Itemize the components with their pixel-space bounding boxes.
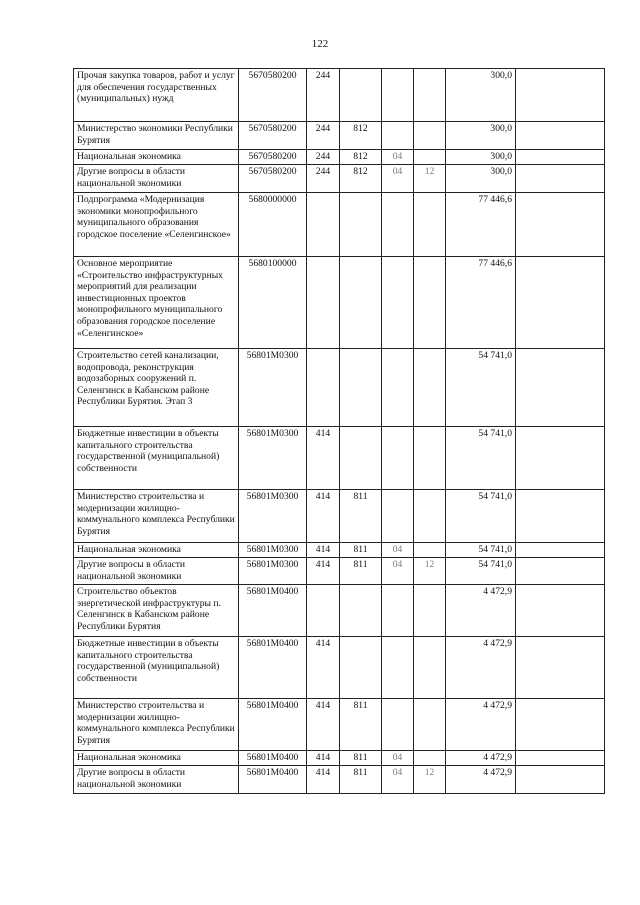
target-code-cell: 56801M0300	[239, 427, 307, 490]
subsection-cell	[414, 637, 446, 699]
expense-type-cell: 244	[307, 69, 340, 122]
target-code-cell: 5680000000	[239, 193, 307, 257]
empty-cell	[516, 543, 605, 558]
table-row	[74, 69, 605, 122]
ministry-code-cell	[340, 349, 382, 427]
subsection-cell	[414, 751, 446, 766]
ministry-code-cell	[340, 69, 382, 122]
section-cell: 04	[382, 766, 414, 794]
ministry-code-cell: 811	[340, 490, 382, 543]
target-code-cell: 5670580200	[239, 165, 307, 193]
target-code-cell: 5670580200	[239, 69, 307, 122]
amount-cell: 4 472,9	[446, 751, 516, 766]
ministry-code-cell	[340, 257, 382, 349]
amount-cell: 54 741,0	[446, 490, 516, 543]
target-code-cell: 56801M0400	[239, 766, 307, 794]
section-cell	[382, 637, 414, 699]
amount-cell: 4 472,9	[446, 699, 516, 751]
expense-type-cell: 244	[307, 165, 340, 193]
expense-type-cell: 244	[307, 122, 340, 150]
subsection-cell	[414, 699, 446, 751]
table-body	[74, 69, 605, 794]
expense-type-cell	[307, 585, 340, 637]
subsection-cell: 12	[414, 165, 446, 193]
subsection-cell: 12	[414, 766, 446, 794]
target-code-cell: 56801M0300	[239, 543, 307, 558]
amount-cell: 54 741,0	[446, 558, 516, 585]
section-cell	[382, 490, 414, 543]
section-cell	[382, 699, 414, 751]
target-code-cell: 5680100000	[239, 257, 307, 349]
amount-cell: 4 472,9	[446, 637, 516, 699]
expense-type-cell: 414	[307, 751, 340, 766]
section-cell: 04	[382, 165, 414, 193]
expense-type-cell: 414	[307, 766, 340, 794]
expense-type-cell	[307, 349, 340, 427]
section-cell: 04	[382, 543, 414, 558]
empty-cell	[516, 150, 605, 165]
target-code-cell: 56801M0400	[239, 751, 307, 766]
ministry-code-cell	[340, 585, 382, 637]
row-name-cell: Основное мероприятие «Строительство инфраструктурных мероприятий для реализации инвестиционных проектов монопрофильного муниципального образования городское поселение «Селенгинское»	[74, 257, 239, 349]
empty-cell	[516, 349, 605, 427]
empty-cell	[516, 585, 605, 637]
ministry-code-cell: 812	[340, 165, 382, 193]
section-cell	[382, 585, 414, 637]
amount-cell: 54 741,0	[446, 349, 516, 427]
subsection-cell	[414, 585, 446, 637]
section-cell: 04	[382, 558, 414, 585]
ministry-code-cell	[340, 193, 382, 257]
table-row	[74, 637, 605, 699]
table-row	[74, 165, 605, 193]
row-name-cell: Министерство экономики Республики Бурятия	[74, 122, 239, 150]
ministry-code-cell: 811	[340, 543, 382, 558]
table-row	[74, 766, 605, 794]
target-code-cell: 56801M0300	[239, 558, 307, 585]
amount-cell: 300,0	[446, 150, 516, 165]
ministry-code-cell	[340, 637, 382, 699]
empty-cell	[516, 490, 605, 543]
target-code-cell: 5670580200	[239, 122, 307, 150]
subsection-cell	[414, 257, 446, 349]
empty-cell	[516, 637, 605, 699]
amount-cell: 77 446,6	[446, 257, 516, 349]
empty-cell	[516, 751, 605, 766]
expense-type-cell	[307, 193, 340, 257]
table-row	[74, 257, 605, 349]
subsection-cell	[414, 193, 446, 257]
expense-type-cell: 414	[307, 558, 340, 585]
budget-table	[73, 68, 605, 794]
ministry-code-cell: 811	[340, 558, 382, 585]
row-name-cell: Строительство объектов энергетической инфраструктуры п. Селенгинск в Кабанском районе Республики Бурятия	[74, 585, 239, 637]
section-cell	[382, 349, 414, 427]
target-code-cell: 56801M0300	[239, 490, 307, 543]
ministry-code-cell: 811	[340, 766, 382, 794]
section-cell	[382, 122, 414, 150]
table-row	[74, 193, 605, 257]
row-name-cell: Строительство сетей канализации, водопровода, реконструкция водозаборных сооружений п. Селенгинск в Кабанском районе Республики Бурятия. Этап 3	[74, 349, 239, 427]
subsection-cell	[414, 490, 446, 543]
table-row	[74, 490, 605, 543]
row-name-cell: Министерство строительства и модернизации жилищно-коммунального комплекса Республики Бурятия	[74, 699, 239, 751]
amount-cell: 4 472,9	[446, 585, 516, 637]
ministry-code-cell: 811	[340, 699, 382, 751]
amount-cell: 300,0	[446, 122, 516, 150]
expense-type-cell	[307, 257, 340, 349]
target-code-cell: 56801M0400	[239, 699, 307, 751]
row-name-cell: Прочая закупка товаров, работ и услуг для обеспечения государственных (муниципальных) нужд	[74, 69, 239, 122]
empty-cell	[516, 122, 605, 150]
table-row	[74, 427, 605, 490]
ministry-code-cell: 812	[340, 122, 382, 150]
row-name-cell: Национальная экономика	[74, 150, 239, 165]
page-number: 122	[311, 38, 329, 50]
row-name-cell: Бюджетные инвестиции в объекты капитального строительства государственной (муниципальной) собственности	[74, 427, 239, 490]
row-name-cell: Национальная экономика	[74, 543, 239, 558]
table-row	[74, 543, 605, 558]
amount-cell: 54 741,0	[446, 543, 516, 558]
target-code-cell: 5670580200	[239, 150, 307, 165]
target-code-cell: 56801M0400	[239, 585, 307, 637]
expense-type-cell: 414	[307, 427, 340, 490]
amount-cell: 4 472,9	[446, 766, 516, 794]
row-name-cell: Другие вопросы в области национальной экономики	[74, 766, 239, 794]
table-row	[74, 150, 605, 165]
subsection-cell	[414, 150, 446, 165]
table-row	[74, 699, 605, 751]
row-name-cell: Национальная экономика	[74, 751, 239, 766]
target-code-cell: 56801M0300	[239, 349, 307, 427]
subsection-cell	[414, 69, 446, 122]
amount-cell: 54 741,0	[446, 427, 516, 490]
subsection-cell: 12	[414, 558, 446, 585]
row-name-cell: Министерство строительства и модернизации жилищно-коммунального комплекса Республики Бурятия	[74, 490, 239, 543]
ministry-code-cell	[340, 427, 382, 490]
subsection-cell	[414, 427, 446, 490]
section-cell: 04	[382, 751, 414, 766]
row-name-cell: Другие вопросы в области национальной экономики	[74, 165, 239, 193]
section-cell	[382, 69, 414, 122]
row-name-cell: Бюджетные инвестиции в объекты капитального строительства государственной (муниципальной) собственности	[74, 637, 239, 699]
expense-type-cell: 244	[307, 150, 340, 165]
subsection-cell	[414, 122, 446, 150]
section-cell	[382, 193, 414, 257]
ministry-code-cell: 811	[340, 751, 382, 766]
table-row	[74, 585, 605, 637]
subsection-cell	[414, 349, 446, 427]
table-row	[74, 122, 605, 150]
empty-cell	[516, 766, 605, 794]
empty-cell	[516, 193, 605, 257]
row-name-cell: Подпрограмма «Модернизация экономики монопрофильного муниципального образования городское поселение «Селенгинское»	[74, 193, 239, 257]
amount-cell: 300,0	[446, 69, 516, 122]
empty-cell	[516, 257, 605, 349]
empty-cell	[516, 699, 605, 751]
expense-type-cell: 414	[307, 490, 340, 543]
expense-type-cell: 414	[307, 637, 340, 699]
expense-type-cell: 414	[307, 543, 340, 558]
table-row	[74, 349, 605, 427]
empty-cell	[516, 69, 605, 122]
target-code-cell: 56801M0400	[239, 637, 307, 699]
row-name-cell: Другие вопросы в области национальной экономики	[74, 558, 239, 585]
ministry-code-cell: 812	[340, 150, 382, 165]
section-cell: 04	[382, 150, 414, 165]
subsection-cell	[414, 543, 446, 558]
empty-cell	[516, 427, 605, 490]
amount-cell: 77 446,6	[446, 193, 516, 257]
amount-cell: 300,0	[446, 165, 516, 193]
table-row	[74, 558, 605, 585]
section-cell	[382, 257, 414, 349]
empty-cell	[516, 165, 605, 193]
empty-cell	[516, 558, 605, 585]
section-cell	[382, 427, 414, 490]
table-row	[74, 751, 605, 766]
expense-type-cell: 414	[307, 699, 340, 751]
